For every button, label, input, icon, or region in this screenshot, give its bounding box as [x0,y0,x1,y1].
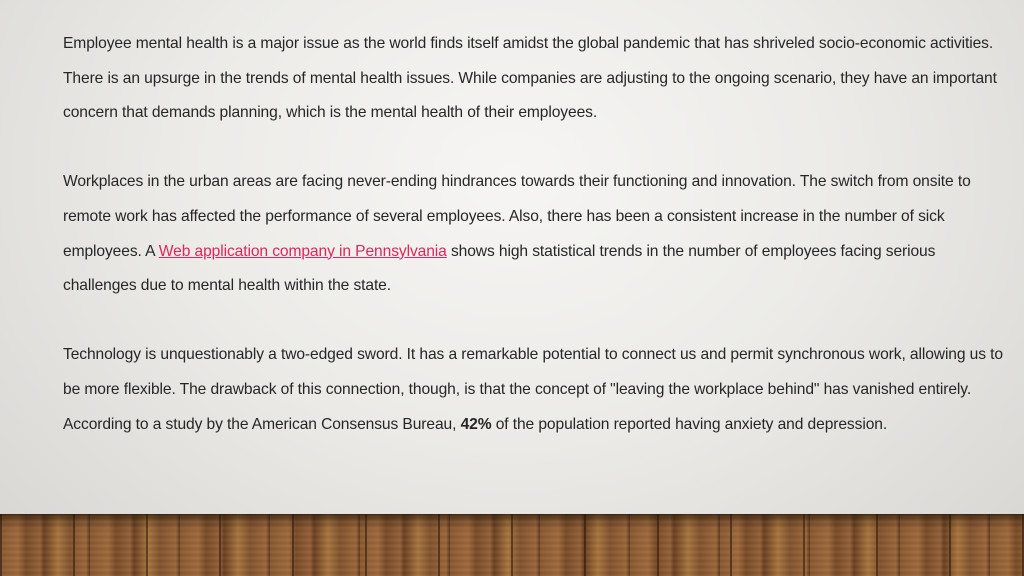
wood-floor-decoration [0,514,1024,576]
paragraph-1-text: Employee mental health is a major issue as the world finds itself amidst the global pandemic that has shriveled socio-economic activities. There is an upsurge in the trends of mental health issues. While companies are adjusting to the ongoing scenario, they have an important concern that demands planning, which is the mental health of their employees. [63,35,997,122]
anxiety-statistic: 42% [460,415,492,433]
web-application-company-link[interactable]: Web application company in Pennsylvania [158,242,447,260]
paragraph-3-text-after-stat: of the population reported having anxiety and depression. [491,415,888,433]
paragraph-2-text-after-link: shows high statistical trends in the number of employees facing serious challenges due to mental health within the state. [63,242,936,295]
paragraph-mental-health-intro [63,27,1003,131]
paragraph-remote-work [63,165,1003,303]
paragraph-2-text-before-link: Workplaces in the urban areas are facing never-ending hindrances towards their functioning and innovation. The switch from onsite to remote work has affected the performance of several employees. Also, there has been a consistent increase in the number of sick employees. A [63,173,971,260]
slide-body [63,27,1003,442]
paragraph-3-text-before-stat: Technology is unquestionably a two-edged sword. It has a remarkable potential to connect us and permit synchronous work, allowing us to be more flexible. The drawback of this connection, though, is that the concept of "leaving the workplace behind" has vanished entirely. According to a study by the American Consensus Bureau, [63,346,1003,433]
paragraph-technology [63,338,1003,442]
